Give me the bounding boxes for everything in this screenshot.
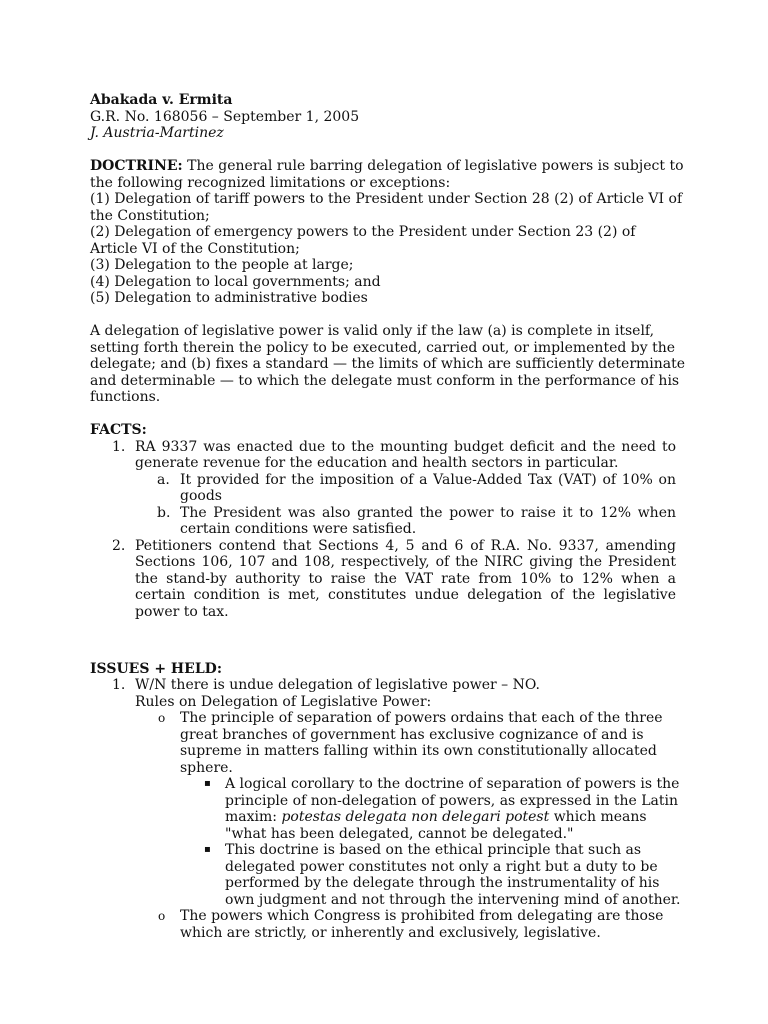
square-bullet-item: ▪ This doctrine is based on the ethical principle that such as delegated power constitutes not only a right but a duty to be performed by the delegate through the instrumentality of his own judgment and not through the intervening mind of another. bbox=[204, 842, 681, 908]
issue-item bbox=[90, 677, 676, 710]
circle-bullet-icon: o bbox=[158, 711, 166, 725]
facts-item-text: Petitioners contend that Sections 4, 5 and 6 of R.A. No. 9337, amending Sections 106, 107 and 108, respectively, of the NIRC giving the President the stand-by authority to raise the VAT rate from 10% to 12% when a certain condition is met, constitutes undue delegation of the legislative power to tax. bbox=[135, 537, 676, 620]
circle-bullet-icon: o bbox=[158, 909, 166, 923]
list-letter: b. bbox=[157, 504, 171, 521]
doctrine-item: the Constitution; bbox=[90, 207, 210, 224]
doctrine-item: (1) Delegation of tariff powers to the President under Section 28 (2) of Article VI of bbox=[90, 191, 683, 207]
doctrine-item: (4) Delegation to local governments; and bbox=[90, 273, 381, 290]
facts-item-text: RA 9337 was enacted due to the mounting budget deficit and the need to generate revenue for the education and health sectors in particular. bbox=[135, 438, 676, 471]
doctrine-paragraph-line: and determinable — to which the delegate must conform in the performance of his bbox=[90, 372, 680, 389]
facts-subitem-text: The President was also granted the power to raise it to 12% when certain conditions were satisfied. bbox=[180, 504, 676, 537]
issue-text: W/N there is undue delegation of legislative power – NO. bbox=[135, 677, 540, 693]
bullet-item: o The principle of separation of powers ordains that each of the three great branches of government has exclusive cognizance of and is supreme in matters falling within its own constitutionally allocated sphere. bbox=[158, 710, 663, 776]
case-title: Abakada v. Ermita bbox=[90, 92, 233, 108]
doctrine-paragraph-line: delegate; and (b) fixes a standard — the limits of which are sufficiently determinate bbox=[90, 356, 686, 372]
facts-item bbox=[90, 538, 676, 621]
doctrine-label: DOCTRINE: bbox=[90, 158, 183, 174]
doctrine-item: (2) Delegation of emergency powers to the President under Section 23 (2) of bbox=[90, 224, 636, 240]
doctrine-item: Article VI of the Constitution; bbox=[90, 240, 300, 257]
issues-heading: ISSUES + HELD: bbox=[90, 660, 222, 677]
list-number: 1. bbox=[112, 438, 126, 455]
facts-subitem-text: It provided for the imposition of a Value-Added Tax (VAT) of 10% on goods bbox=[180, 471, 676, 504]
square-bullet-icon: ▪ bbox=[204, 778, 211, 789]
doctrine-paragraph-line: A delegation of legislative power is valid only if the law (a) is complete in itself, bbox=[90, 323, 655, 339]
gr-number: G.R. No. 168056 – September 1, 2005 bbox=[90, 108, 360, 125]
doctrine-paragraph-line: setting forth therein the policy to be executed, carried out, or implemented by the bbox=[90, 339, 676, 356]
doctrine-lead: DOCTRINE: The general rule barring delegation of legislative powers is subject to bbox=[90, 158, 684, 174]
facts-subitem bbox=[90, 505, 676, 538]
doctrine-lead-cont: the following recognized limitations or exceptions: bbox=[90, 174, 451, 191]
doctrine-item: (5) Delegation to administrative bodies bbox=[90, 290, 368, 306]
justice-name: J. Austria-Martinez bbox=[90, 125, 224, 141]
list-number: 2. bbox=[112, 537, 126, 554]
facts-subitem bbox=[90, 472, 676, 505]
doctrine-item: (3) Delegation to the people at large; bbox=[90, 257, 354, 273]
rules-label: Rules on Delegation of Legislative Power: bbox=[135, 693, 432, 710]
square-bullet-item: ▪ A logical corollary to the doctrine of separation of powers is the principle of non-delegation of powers, as expressed in the Latin maxim: potestas delegata non delegari potest which means "what has been delegated, cannot be delegated." bbox=[204, 776, 680, 842]
square-bullet-icon: ▪ bbox=[204, 844, 211, 855]
facts-item bbox=[90, 439, 676, 472]
list-letter: a. bbox=[157, 471, 170, 488]
list-number: 1. bbox=[112, 677, 126, 693]
latin-maxim: potestas delegata non delegari potest bbox=[281, 809, 550, 825]
facts-heading: FACTS: bbox=[90, 422, 147, 438]
doctrine-paragraph-line: functions. bbox=[90, 389, 161, 405]
bullet-item: o The powers which Congress is prohibited from delegating are those which are strictly, or inherently and exclusively, legislative. bbox=[158, 908, 664, 941]
